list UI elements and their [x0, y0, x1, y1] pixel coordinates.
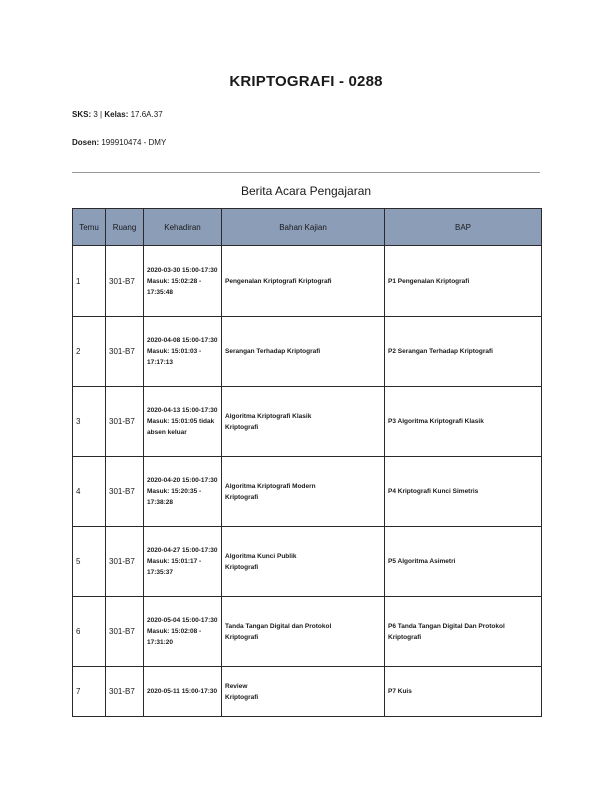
course-meta-dosen — [72, 138, 166, 147]
cell-kehadiran — [144, 457, 222, 527]
bahan-text: Algoritma Kriptografi Klasik — [225, 412, 312, 420]
bahan-text-2: Kriptografi — [225, 633, 259, 641]
kehadiran-masuk: Masuk: 15:01:03 - 17:17:13 — [147, 348, 202, 366]
kehadiran-jadwal: 2020-04-13 15:00-17:30 — [147, 407, 218, 414]
table-header-row — [73, 209, 542, 246]
bahan-text: Algoritma Kunci Publik — [225, 552, 297, 560]
table-row — [73, 527, 542, 597]
cell-ruang: 301-B7 — [106, 246, 144, 317]
cell-bahan-kajian — [222, 527, 385, 597]
bahan-text: Tanda Tangan Digital dan Protokol — [225, 622, 332, 630]
cell-bahan-kajian — [222, 317, 385, 387]
bap-table — [72, 208, 542, 717]
cell-temu: 2 — [73, 317, 106, 387]
cell-bap: P2 Serangan Terhadap Kriptografi — [385, 317, 542, 387]
kehadiran-masuk: Masuk: 15:01:05 tidak absen keluar — [147, 418, 215, 436]
bahan-text-2: Kriptografi — [225, 563, 259, 571]
bahan-text-2: Kriptografi — [225, 423, 259, 431]
table-row — [73, 387, 542, 457]
cell-kehadiran — [144, 667, 222, 717]
kelas-label: Kelas: — [104, 110, 129, 119]
sks-label: SKS: — [72, 110, 92, 119]
bahan-text: Review — [225, 682, 248, 690]
header-bap: BAP — [385, 209, 542, 246]
kehadiran-jadwal: 2020-04-20 15:00-17:30 — [147, 477, 218, 484]
cell-kehadiran — [144, 527, 222, 597]
cell-bap: P3 Algoritma Kriptografi Klasik — [385, 387, 542, 457]
kehadiran-masuk: Masuk: 15:02:08 - 17:31:20 — [147, 628, 202, 646]
cell-ruang: 301-B7 — [106, 667, 144, 717]
cell-ruang: 301-B7 — [106, 527, 144, 597]
header-ruang: Ruang — [106, 209, 144, 246]
section-title: Berita Acara Pengajaran — [240, 184, 372, 198]
cell-temu: 4 — [73, 457, 106, 527]
bahan-text: Pengenalan Kriptografi Kriptografi — [225, 277, 332, 285]
cell-ruang: 301-B7 — [106, 457, 144, 527]
cell-bap: P5 Algoritma Asimetri — [385, 527, 542, 597]
table-row — [73, 667, 542, 717]
cell-bahan-kajian — [222, 457, 385, 527]
header-bahan-kajian: Bahan Kajian — [222, 209, 385, 246]
cell-kehadiran — [144, 317, 222, 387]
kehadiran-jadwal: 2020-05-11 15:00-17:30 — [147, 688, 218, 695]
course-title: KRIPTOGRAFI - 0288 — [229, 73, 383, 90]
kehadiran-jadwal: 2020-04-27 15:00-17:30 — [147, 547, 218, 554]
sks-value: 3 — [93, 110, 98, 119]
divider — [72, 172, 540, 173]
table-row — [73, 317, 542, 387]
cell-temu: 7 — [73, 667, 106, 717]
cell-kehadiran — [144, 387, 222, 457]
cell-bahan-kajian — [222, 597, 385, 667]
cell-temu: 1 — [73, 246, 106, 317]
bahan-text-2: Kriptografi — [225, 493, 259, 501]
cell-bap: P4 Kriptografi Kunci Simetris — [385, 457, 542, 527]
cell-ruang: 301-B7 — [106, 317, 144, 387]
kehadiran-masuk: Masuk: 15:02:28 - 17:35:48 — [147, 277, 202, 296]
table-row — [73, 457, 542, 527]
kehadiran-masuk: Masuk: 15:20:35 - 17:38:28 — [147, 488, 202, 506]
cell-bahan-kajian — [222, 246, 385, 317]
cell-temu: 5 — [73, 527, 106, 597]
bahan-text: Algoritma Kriptografi Modern — [225, 482, 316, 490]
cell-bahan-kajian — [222, 387, 385, 457]
cell-temu: 3 — [73, 387, 106, 457]
cell-bap: P6 Tanda Tangan Digital Dan Protokol Kriptografi — [385, 597, 542, 667]
cell-ruang: 301-B7 — [106, 387, 144, 457]
kehadiran-jadwal: 2020-05-04 15:00-17:30 — [147, 617, 218, 624]
table-row — [73, 597, 542, 667]
course-meta-sks-kelas — [72, 110, 163, 119]
dosen-label: Dosen: — [72, 138, 100, 147]
bahan-text: Serangan Terhadap Kriptografi — [225, 348, 321, 355]
header-temu: Temu — [73, 209, 106, 246]
cell-ruang: 301-B7 — [106, 597, 144, 667]
cell-bap: P7 Kuis — [385, 667, 542, 717]
kelas-value: 17.6A.37 — [130, 110, 163, 119]
cell-bap: P1 Pengenalan Kriptografi — [385, 246, 542, 317]
bahan-text-2: Kriptografi — [225, 693, 259, 701]
cell-temu: 6 — [73, 597, 106, 667]
kehadiran-jadwal: 2020-04-08 15:00-17:30 — [147, 337, 218, 344]
cell-kehadiran — [144, 597, 222, 667]
separator: | — [100, 110, 105, 119]
cell-kehadiran — [144, 246, 222, 317]
header-kehadiran: Kehadiran — [144, 209, 222, 246]
dosen-value: 199910474 - DMY — [101, 138, 167, 147]
kehadiran-masuk: Masuk: 15:01:17 - 17:35:37 — [147, 558, 202, 576]
table-row — [73, 246, 542, 317]
kehadiran-jadwal: 2020-03-30 15:00-17:30 — [147, 266, 218, 274]
cell-bahan-kajian — [222, 667, 385, 717]
